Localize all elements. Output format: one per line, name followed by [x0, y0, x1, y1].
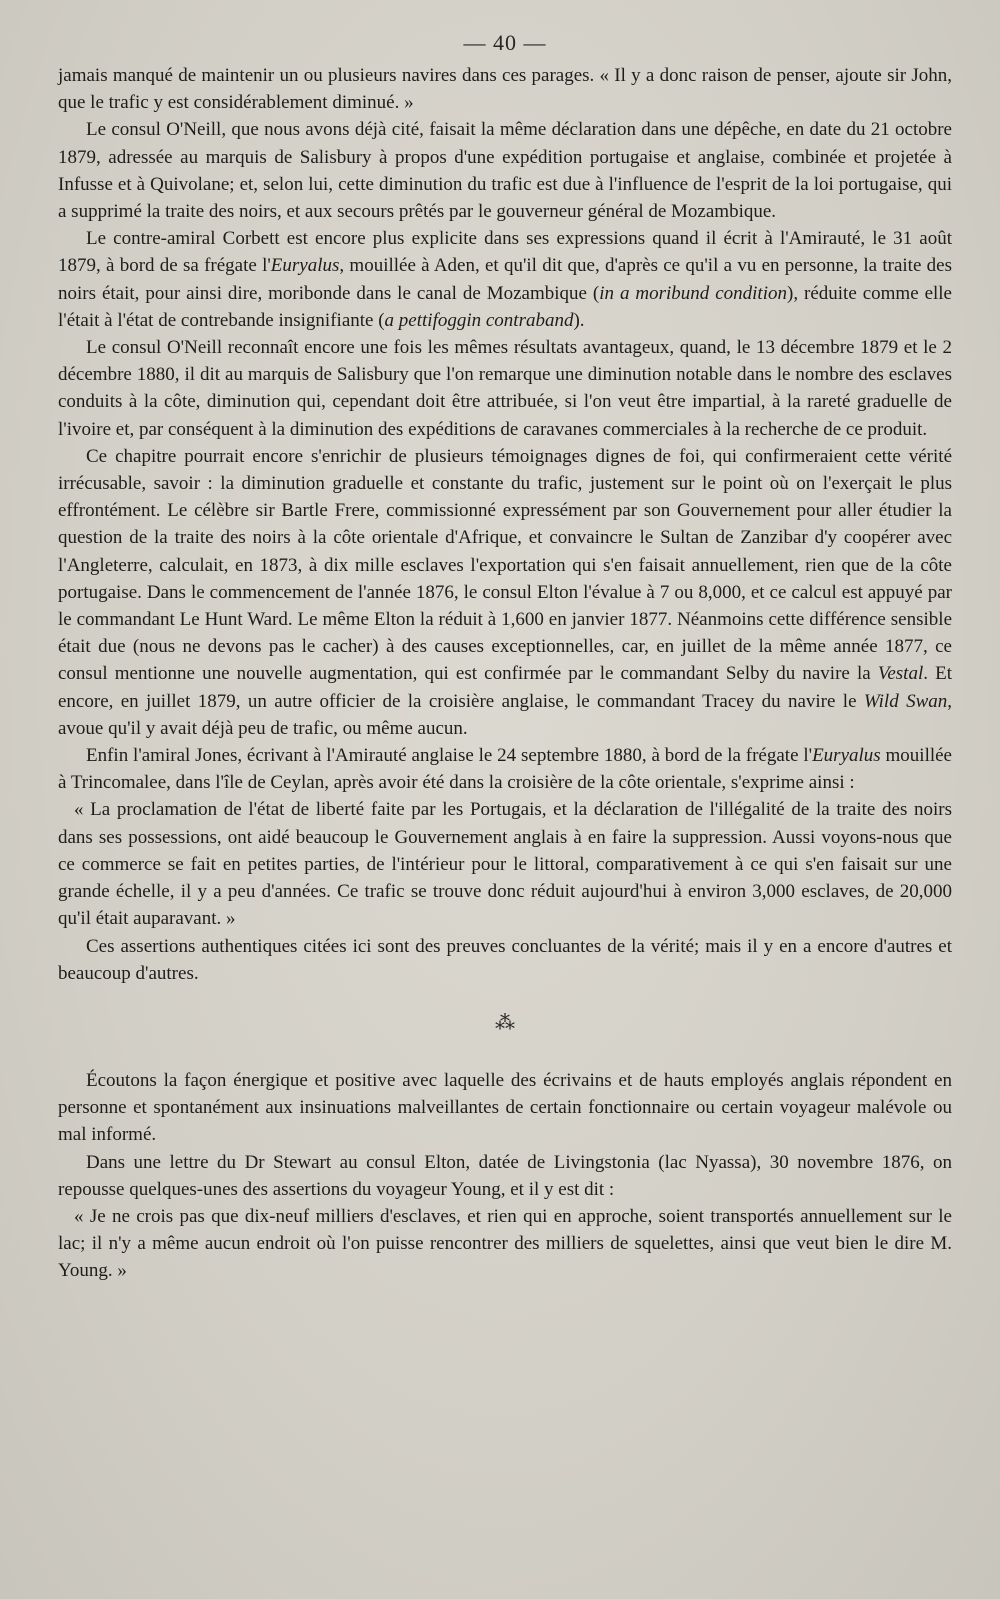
text-body-bottom	[58, 1067, 952, 1285]
text-body-top	[58, 62, 952, 987]
paragraph-text: . Et encore, en juillet 1879, un autre officier de la croisière anglaise, le commandant Tracey du navire le	[58, 663, 953, 712]
paragraph-text: Le consul O'Neill reconnaît encore une fois les mêmes résultats avantageux, quand, le 13 décembre 1879 et le 2 décembre 1880, il dit au marquis de Salisbury que l'on remarque une diminution notable dans le nombre des esclaves conduits à la côte, diminution qui, cependant doit être attribuée, si l'on veut être impartial, à la rareté graduelle de l'ivoire et, par conséquent à la diminution des expéditions de caravanes commerciales à la recherche de ce produit.	[58, 337, 952, 440]
paragraph	[58, 116, 952, 225]
paragraph-text: Enfin l'amiral Jones, écrivant à l'Amirauté anglaise le 24 septembre 1880, à bord de la frégate l'	[86, 745, 813, 767]
italic-text: a pettifoggin contraband	[384, 309, 574, 331]
italic-text: Wild Swan	[863, 690, 948, 712]
paragraph-text: « La proclamation de l'état de liberté faite par les Portugais, et la déclaration de l'illégalité de la traite des noirs dans ses possessions, ont aidé beaucoup le Gouvernement anglais à en faire la suppression. Aussi voyons-nous que ce commerce se fait en petites parties, de l'intérieur pour le littoral, comparativement à ce qui s'en faisait sur une grande échelle, il y a peu d'années. Ce trafic se trouve donc réduit aujourd'hui à environ 3,000 esclaves, de 20,000 qu'il était auparavant. »	[58, 799, 952, 930]
block-quote	[58, 1203, 952, 1285]
paragraph-text: Ces assertions authentiques citées ici sont des preuves concluantes de la vérité; mais il y en a encore d'autres et beaucoup d'autres.	[58, 935, 952, 984]
paragraph-text: Le consul O'Neill, que nous avons déjà cité, faisait la même déclaration dans une dépêche, en date du 21 octobre 1879, adressée au marquis de Salisbury à propos d'une expédition portugaise et anglaise, combinée et projetée à Infusse et à Quivolane; et, selon lui, cette diminution du trafic est due à l'influence de l'esprit de la loi portugaise, qui a supprimé la traite des noirs, et aux secours prêtés par le gouverneur général de Mozambique.	[58, 119, 952, 223]
paragraph	[58, 1067, 952, 1149]
block-quote	[58, 796, 952, 932]
italic-text: Vestal	[877, 663, 924, 685]
italic-text: Euryalus	[270, 255, 340, 277]
paragraph-text: ).	[573, 309, 585, 331]
paragraph	[58, 443, 952, 742]
paragraph	[58, 1149, 952, 1203]
paragraph-text: , avoue qu'il y avait déjà peu de trafic, ou même aucun.	[58, 690, 952, 739]
italic-text: Euryalus	[812, 745, 881, 767]
section-separator: ⁂	[495, 1011, 515, 1034]
paragraph-text: mouillée à Trincomalee, dans l'île de Ceylan, après avoir été dans la croisière de la côte orientale, s'exprime ainsi :	[58, 745, 952, 794]
paragraph	[58, 742, 952, 796]
paragraph-text: « Je ne crois pas que dix-neuf milliers d'esclaves, et rien qui en approche, soient transportés annuellement sur le lac; il n'y a même aucun endroit où l'on puisse rencontrer des milliers de squelettes, ainsi que veut bien le dire M. Young. »	[58, 1205, 952, 1282]
paragraph-text: ), réduite comme elle l'était à l'état de contrebande insignifiante (	[58, 282, 952, 331]
paragraph	[58, 62, 952, 116]
paragraph	[58, 225, 952, 334]
page-number: — 40 —	[463, 30, 547, 55]
italic-text: in a moribund condition	[599, 282, 787, 304]
paragraph-text: jamais manqué de maintenir un ou plusieurs navires dans ces parages. « Il y a donc raison de penser, ajoute sir John, que le trafic y est considérablement diminué. »	[58, 65, 952, 114]
paragraph	[58, 334, 952, 443]
paragraph-text: Écoutons la façon énergique et positive avec laquelle des écrivains et de hauts employés anglais répondent en personne et spontanément aux insinuations malveillantes de certain fonctionnaire ou certain voyageur malévole ou mal informé.	[58, 1069, 952, 1146]
paragraph-text: Dans une lettre du Dr Stewart au consul Elton, datée de Livingstonia (lac Nyassa), 30 novembre 1876, on repousse quelques-unes des assertions du voyageur Young, et il y est dit :	[58, 1151, 952, 1200]
paragraph	[58, 933, 952, 987]
paragraph-text: Ce chapitre pourrait encore s'enrichir de plusieurs témoignages dignes de foi, qui confirmeraient cette vérité irrécusable, savoir : la diminution graduelle et constante du trafic, justement sur le point où on l'exerçait le plus effrontément. Le célèbre sir Bartle Frere, commissionné expressément par son Gouvernement pour aller étudier la question de la traite des noirs à la côte orientale d'Afrique, et convaincre le Sultan de Zanzibar d'y coopérer avec l'Angleterre, calculait, en 1873, à dix mille esclaves l'exportation qui s'en faisait annuellement, rien que de la côte portugaise. Dans le commencement de l'année 1876, le consul Elton l'évalue à 7 ou 8,000, et ce calcul est appuyé par le commandant Le Hunt Ward. Le même Elton la réduit à 1,600 en janvier 1877. Néanmoins cette différence sensible était due (nous ne devons pas le cacher) à des causes exceptionnelles, car, en juillet de la même année 1877, ce consul mentionne une nouvelle augmentation, qui est confirmée par le commandant Selby du navire la	[58, 445, 952, 685]
paragraph-text: Le contre-amiral Corbett est encore plus explicite dans ses expressions quand il écrit à l'Amirauté, le 31 août 1879, à bord de sa frégate l'	[58, 228, 952, 277]
paragraph-text: , mouillée à Aden, et qu'il dit que, d'après ce qu'il a vu en personne, la traite des noirs était, pour ainsi dire, moribonde dans le canal de Mozambique (	[58, 255, 952, 304]
